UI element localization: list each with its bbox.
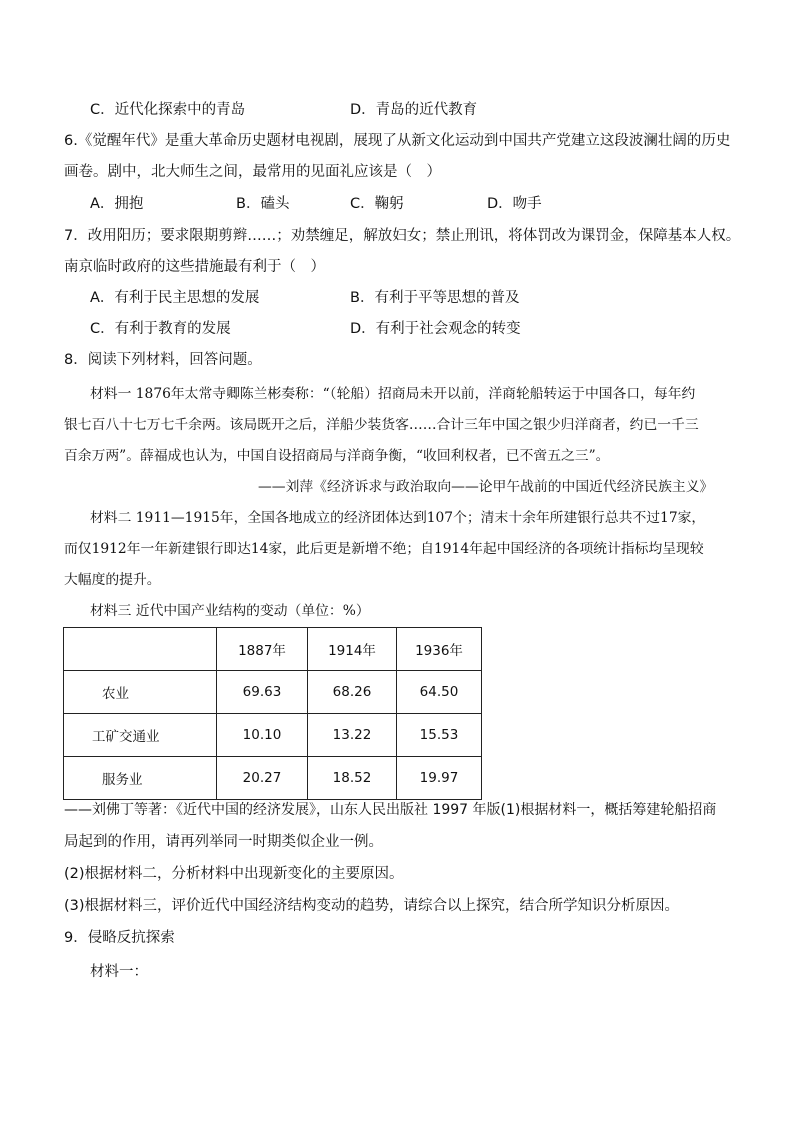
table-row-label: 服务业 (64, 757, 217, 800)
q7-stem-line1: 7．改用阳历；要求限期剪辫……；劝禁缠足，解放妇女；禁止刑讯，将体罚改为课罚金，保障基本人权。 (64, 228, 741, 244)
table-row (64, 757, 482, 800)
table-cell: 15.53 (397, 714, 482, 757)
q6-option-a: A．拥抱 (90, 196, 144, 212)
table-cell: 13.22 (308, 714, 397, 757)
q8-material1-line1: 材料一 1876年太常寺卿陈兰彬奏称：“（轮船）招商局未开以前，洋商轮船转运于中国各口，每年约 (90, 386, 696, 402)
table-row (64, 714, 482, 757)
q5-option-d: D．青岛的近代教育 (350, 102, 478, 118)
industry-structure-table (63, 627, 482, 800)
table-cell: 10.10 (217, 714, 308, 757)
q8-source-line2: 局起到的作用，请再列举同一时期类似企业一例。 (64, 834, 383, 850)
q7-option-a: A．有利于民主思想的发展 (90, 290, 260, 306)
table-header-cell: 1914年 (308, 628, 397, 671)
q7-option-d: D．有利于社会观念的转变 (350, 321, 521, 337)
table-cell: 20.27 (217, 757, 308, 800)
table-header-cell: 1936年 (397, 628, 482, 671)
table-row-label: 工矿交通业 (64, 714, 217, 757)
q8-stem: 8．阅读下列材料，回答问题。 (64, 352, 262, 368)
q8-material1-citation: ——刘萍《经济诉求与政治取向——论甲午战前的中国近代经济民族主义》 (258, 479, 714, 495)
table-header-cell: 1887年 (217, 628, 308, 671)
q5-option-c: C．近代化探索中的青岛 (90, 102, 246, 118)
q6-option-c: C．鞠躬 (350, 196, 404, 212)
q9-material1-label: 材料一： (90, 964, 148, 980)
q7-stem-line2: 南京临时政府的这些措施最有利于（ ） (64, 259, 325, 275)
q8-material3-title: 材料三 近代中国产业结构的变动（单位：%） (90, 603, 370, 619)
q8-question3: (3)根据材料三，评价近代中国经济结构变动的趋势，请综合以上探究，结合所学知识分析原因。 (64, 898, 680, 914)
q6-stem-line2: 画卷。剧中，北大师生之间，最常用的见面礼应该是（ ） (64, 164, 441, 180)
q6-option-d: D．吻手 (487, 196, 542, 212)
q8-material2-line2: 而仅1912年一年新建银行即达14家，此后更是新增不绝；自1914年起中国经济的各项统计指标均呈现较 (64, 541, 704, 557)
table-row-label: 农业 (64, 671, 217, 714)
table-cell: 19.97 (397, 757, 482, 800)
q9-stem: 9．侵略反抗探索 (64, 930, 175, 946)
table-cell: 64.50 (397, 671, 482, 714)
q7-option-c: C．有利于教育的发展 (90, 321, 231, 337)
table-cell: 18.52 (308, 757, 397, 800)
q8-source-line1: ——刘佛丁等著：《近代中国的经济发展》，山东人民出版社 1997 年版(1)根据材料一，概括筹建轮船招商 (64, 802, 717, 818)
q8-material1-line2: 银七百八十七万七千余两。该局既开之后，洋船少装货客……合计三年中国之银少归洋商者，约已一千三 (64, 417, 699, 433)
table-header-row (64, 628, 482, 671)
table-header-cell (64, 628, 217, 671)
q6-stem-line1: 6.《觉醒年代》是重大革命历史题材电视剧，展现了从新文化运动到中国共产党建立这段波澜壮阔的历史 (64, 133, 731, 149)
q8-material2-line3: 大幅度的提升。 (64, 572, 161, 588)
table-cell: 68.26 (308, 671, 397, 714)
table-cell: 69.63 (217, 671, 308, 714)
table-row (64, 671, 482, 714)
q8-material2-line1: 材料二 1911—1915年，全国各地成立的经济团体达到107个；清末十余年所建银行总共不过17家， (90, 510, 706, 526)
q7-option-b: B．有利于平等思想的普及 (350, 290, 520, 306)
q8-material1-line3: 百余万两”。薛福成也认为，中国自设招商局与洋商争衡，“收回利权者，已不啻五之三”。 (64, 448, 610, 464)
q8-question2: (2)根据材料二，分析材料中出现新变化的主要原因。 (64, 866, 404, 882)
q6-option-b: B．磕头 (236, 196, 290, 212)
